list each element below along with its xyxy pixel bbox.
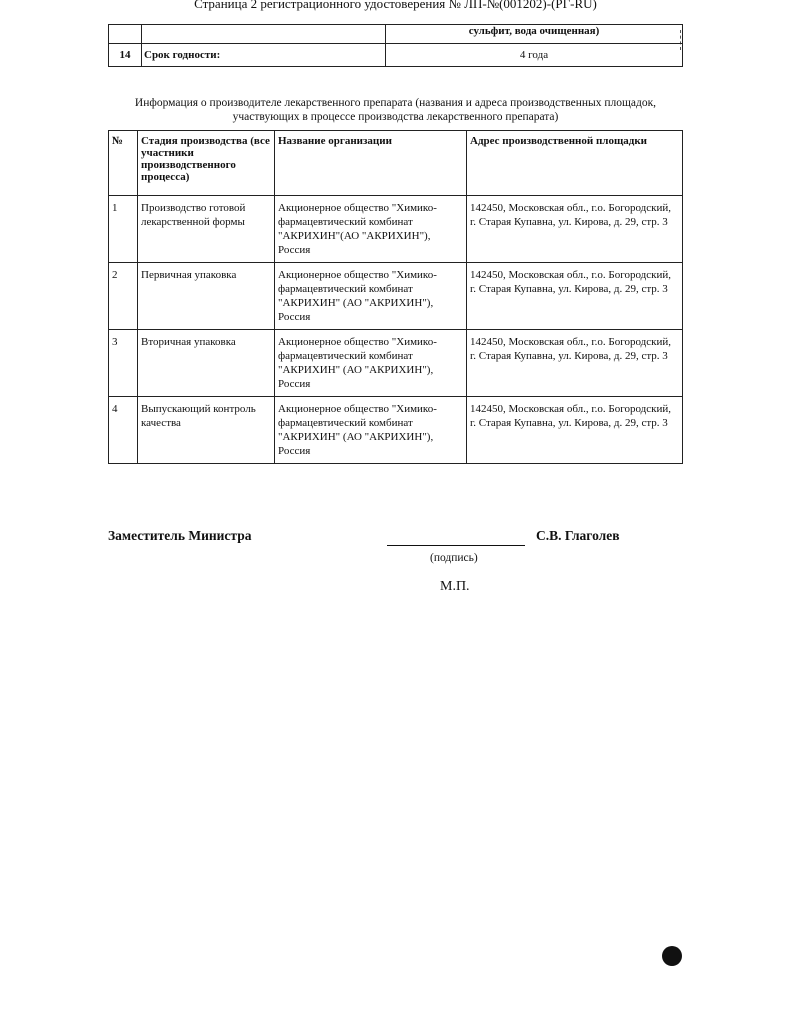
table-row	[109, 397, 683, 464]
header-row	[109, 131, 683, 196]
punch-hole-mark	[662, 946, 682, 966]
row-number: 1	[109, 196, 138, 263]
composition-continuation: сульфит, вода очищенная)	[386, 25, 683, 44]
empty-cell	[142, 25, 386, 44]
row-number: 4	[109, 397, 138, 464]
organization-cell: Акционерное общество "Химико-фармацевтический комбинат "АКРИХИН" (АО "АКРИХИН"), Россия	[275, 330, 467, 397]
manufacturer-table	[108, 130, 683, 464]
address-cell: 142450, Московская обл., г.о. Богородский, г. Старая Купавна, ул. Кирова, д. 29, стр. 3	[467, 263, 683, 330]
table-row	[109, 263, 683, 330]
column-header-address: Адрес производственной площадки	[467, 131, 683, 196]
stage-cell: Выпускающий контроль качества	[138, 397, 275, 464]
column-header-organization: Название организации	[275, 131, 467, 196]
stamp-label: М.П.	[440, 579, 470, 594]
column-header-number: №	[109, 131, 138, 196]
manufacturer-info-heading	[90, 96, 701, 124]
address-cell: 142450, Московская обл., г.о. Богородский, г. Старая Купавна, ул. Кирова, д. 29, стр. 3	[467, 330, 683, 397]
table-row	[109, 196, 683, 263]
registration-details-table	[108, 24, 683, 67]
shelf-life-row	[109, 44, 683, 67]
table-row	[109, 25, 683, 44]
organization-cell: Акционерное общество "Химико-фармацевтический комбинат "АКРИХИН" (АО "АКРИХИН"), Россия	[275, 397, 467, 464]
heading-line: участвующих в процессе производства лекарственного препарата)	[232, 111, 559, 123]
signature-caption: (подпись)	[430, 552, 478, 564]
heading-line: Информация о производителе лекарственного препарата (названия и адреса производственных площадок,	[134, 97, 657, 109]
shelf-life-value: 4 года	[386, 44, 683, 67]
stage-cell: Производство готовой лекарственной формы	[138, 196, 275, 263]
row-number: 2	[109, 263, 138, 330]
row-number: 14	[109, 44, 142, 67]
stage-cell: Первичная упаковка	[138, 263, 275, 330]
address-cell: 142450, Московская обл., г.о. Богородский, г. Старая Купавна, ул. Кирова, д. 29, стр. 3	[467, 196, 683, 263]
table-row	[109, 330, 683, 397]
organization-cell: Акционерное общество "Химико-фармацевтический комбинат "АКРИХИН"(АО "АКРИХИН"), Россия	[275, 196, 467, 263]
stage-cell: Вторичная упаковка	[138, 330, 275, 397]
organization-cell: Акционерное общество "Химико-фармацевтический комбинат "АКРИХИН" (АО "АКРИХИН"), Россия	[275, 263, 467, 330]
signer-title: Заместитель Министра	[108, 528, 252, 543]
signature-line	[387, 545, 525, 546]
shelf-life-label: Срок годности:	[142, 44, 386, 67]
page-header: Страница 2 регистрационного удостоверения № ЛП-№(001202)-(РГ-RU)	[194, 0, 597, 11]
empty-cell	[109, 25, 142, 44]
address-cell: 142450, Московская обл., г.о. Богородский, г. Старая Купавна, ул. Кирова, д. 29, стр. 3	[467, 397, 683, 464]
row-number: 3	[109, 330, 138, 397]
column-header-stage: Стадия производства (все участники производственного процесса)	[138, 131, 275, 196]
signer-name: С.В. Глаголев	[536, 528, 620, 543]
